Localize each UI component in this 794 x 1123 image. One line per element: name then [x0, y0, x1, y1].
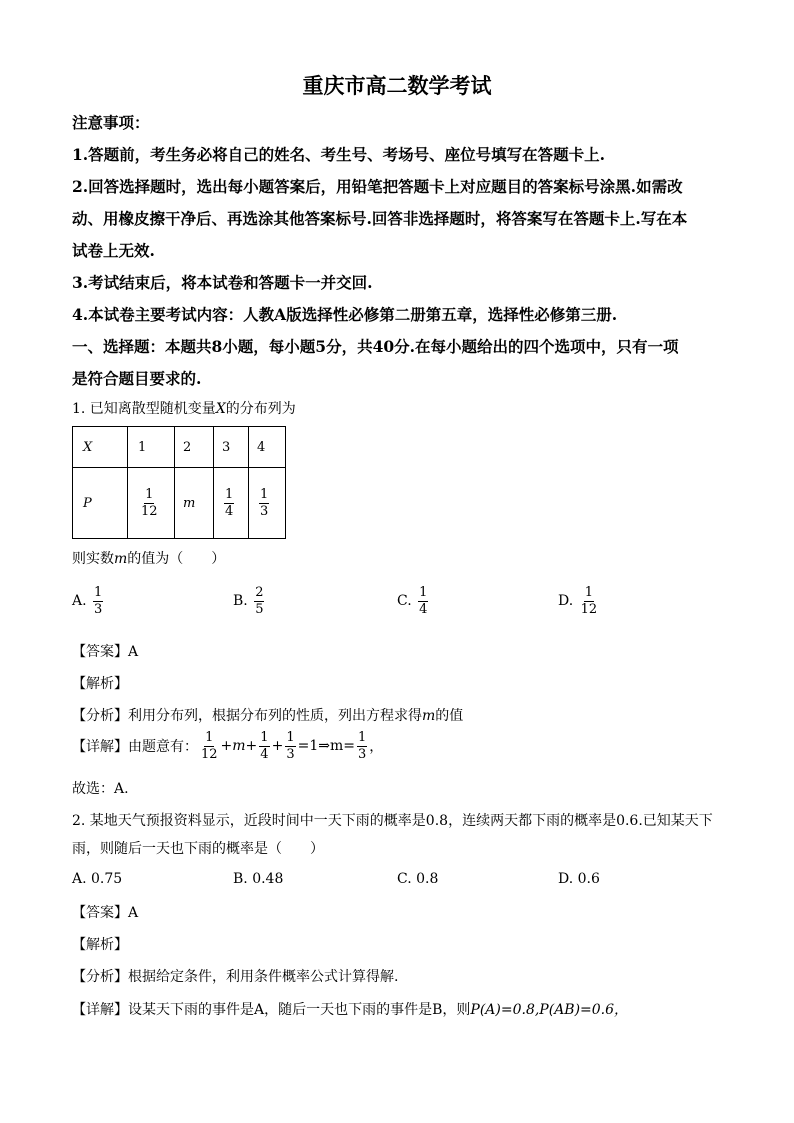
table-cell: 4	[249, 427, 286, 468]
section-heading: 一、选择题：本题共8小题，每小题5分，共40分.在每小题给出的四个选项中，只有一项	[72, 337, 679, 356]
q2-detail: 【详解】设某天下雨的事件是A，随后一天也下雨的事件是B，则P(A)=0.8,P(AB)=0.6，	[72, 1002, 629, 1018]
notice-item-3: 3.考试结束后，将本试卷和答题卡一并交回.	[72, 273, 373, 292]
table-cell: m	[175, 468, 214, 539]
notice-heading: 注意事项：	[72, 113, 150, 132]
notice-item-4: 4.本试卷主要考试内容：人教A版选择性必修第二册第五章，选择性必修第三册.	[72, 305, 618, 324]
q1-choose: 故选：A.	[72, 781, 129, 797]
q2-answer: 【答案】A	[72, 905, 139, 921]
var-x: X	[215, 401, 226, 417]
q1-fenxi: 【分析】利用分布列，根据分布列的性质，列出方程求得m的值	[72, 708, 464, 724]
notice-item-1: 1.答题前，考生务必将自己的姓名、考生号、考场号、座位号填写在答题卡上.	[72, 145, 606, 164]
q1-analysis: 【解析】	[72, 676, 128, 692]
table-cell: P	[73, 468, 128, 539]
table-cell: $\frac{1}{12}$	[128, 468, 175, 539]
q2-option-d: D. 0.6	[558, 871, 600, 887]
q1-stem: 1. 已知离散型随机变量X的分布列为	[72, 401, 296, 417]
q1-option-b: B. $\frac{2}{5}$	[233, 585, 264, 617]
table-cell: $\frac{1}{3}$	[249, 468, 286, 539]
page-title: 重庆市高二数学考试	[302, 73, 492, 98]
q2-stem-cont: 雨，则随后一天也下雨的概率是（ ）	[72, 841, 324, 857]
q2-option-b: B. 0.48	[233, 871, 284, 887]
q1-ask: 则实数m的值为（ ）	[72, 551, 226, 567]
q1-option-a: A. $\frac{1}{3}$	[72, 585, 103, 617]
q2-option-c: C. 0.8	[397, 871, 439, 887]
table-cell: X	[73, 427, 128, 468]
notice-item-2-end: 试卷上无效.	[72, 241, 155, 260]
q1-detail: 【详解】由题意有： $\frac{1}{12}$ +m+ $\frac{1}{4}$ + $\frac{1}{3}$ =1⇒m= $\frac{1}{3}$ ，	[72, 730, 384, 762]
q1-option-d: D. $\frac{1}{12}$	[558, 585, 598, 617]
q2-option-a: A. 0.75	[72, 871, 123, 887]
table-cell: 3	[214, 427, 249, 468]
q2-analysis: 【解析】	[72, 937, 128, 953]
table-cell: 1	[128, 427, 175, 468]
q2-fenxi: 【分析】根据给定条件，利用条件概率公式计算得解.	[72, 969, 399, 985]
q1-answer: 【答案】A	[72, 644, 139, 660]
q1-option-c: C. $\frac{1}{4}$	[397, 585, 428, 617]
notice-item-2: 2.回答选择题时，选出每小题答案后，用铅笔把答题卡上对应题目的答案标号涂黑.如需改	[72, 177, 683, 196]
q2-stem: 2. 某地天气预报资料显示，近段时间中一天下雨的概率是0.8，连续两天都下雨的概率是0.6.已知某天下	[72, 813, 713, 829]
table-cell: 2	[175, 427, 214, 468]
notice-item-2-cont: 动、用橡皮擦干净后、再选涂其他答案标号.回答非选择题时，将答案写在答题卡上.写在本	[72, 209, 688, 228]
table-cell: $\frac{1}{4}$	[214, 468, 249, 539]
section-heading-cont: 是符合题目要求的.	[72, 369, 202, 388]
distribution-table	[72, 426, 286, 539]
